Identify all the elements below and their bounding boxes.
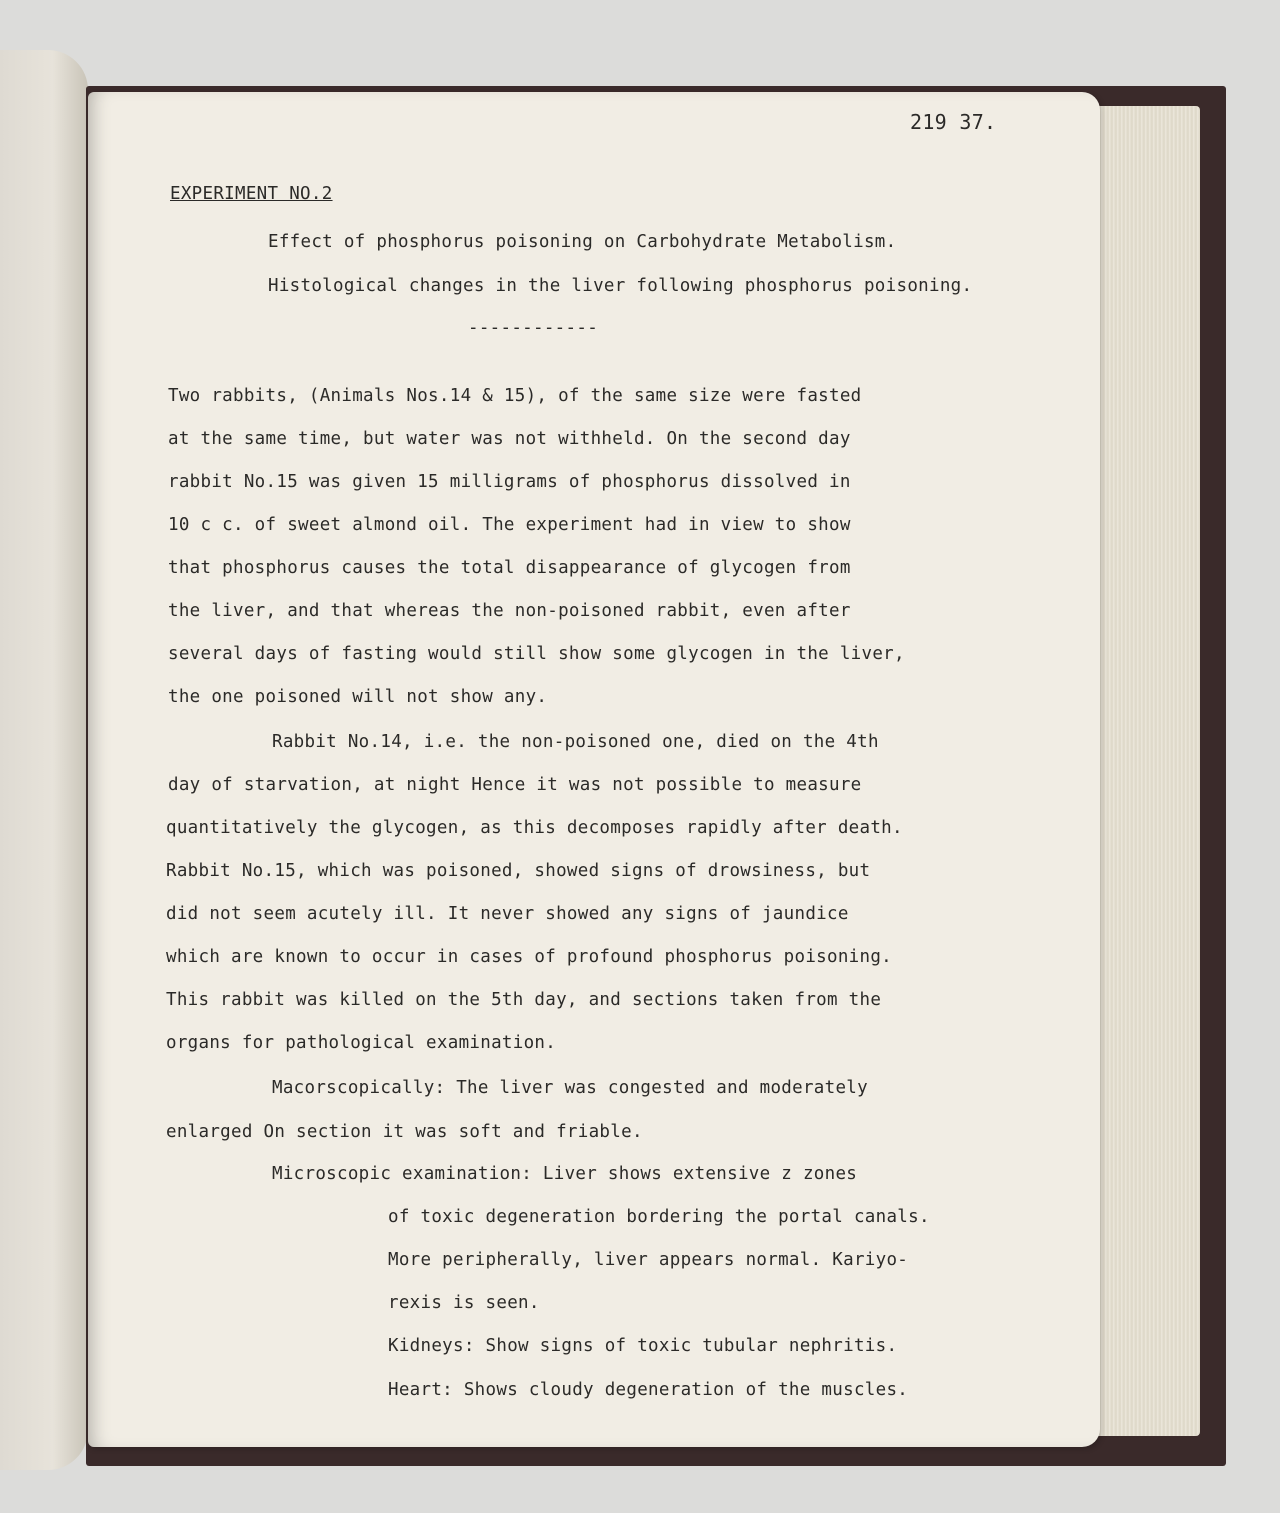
paragraph2-line: did not seem acutely ill. It never showed any signs of jaundice	[166, 904, 849, 924]
paragraph2-line: organs for pathological examination.	[166, 1033, 557, 1053]
paragraph1-line: at the same time, but water was not withheld. On the second day	[168, 429, 851, 449]
microscopic-label-line: Microscopic examination: Liver shows extensive z zones	[272, 1164, 858, 1184]
separator-dashes: ------------	[468, 318, 599, 338]
page-number: 219 37.	[910, 110, 997, 134]
paragraph2-line: Rabbit No.14, i.e. the non-poisoned one, died on the 4th	[272, 732, 879, 752]
typed-page	[88, 92, 1100, 1447]
page-edges	[1090, 106, 1200, 1436]
macroscopic-line: Macorscopically: The liver was congested and moderately	[272, 1078, 868, 1098]
subtitle-line-2: Histological changes in the liver following phosphorus poisoning.	[268, 276, 973, 296]
paragraph1-line: the liver, and that whereas the non-poisoned rabbit, even after	[168, 601, 851, 621]
microscopic-line: More peripherally, liver appears normal. Kariyo-	[388, 1250, 909, 1270]
paragraph2-line: day of starvation, at night Hence it was not possible to measure	[168, 775, 862, 795]
paragraph2-line: quantitatively the glycogen, as this decomposes rapidly after death.	[166, 818, 903, 838]
microscopic-line: rexis is seen.	[388, 1293, 540, 1313]
subtitle-line-1: Effect of phosphorus poisoning on Carbohydrate Metabolism.	[268, 232, 897, 252]
paragraph1-line: Two rabbits, (Animals Nos.14 & 15), of the same size were fasted	[168, 386, 862, 406]
paragraph2-line: which are known to occur in cases of profound phosphorus poisoning.	[166, 947, 893, 967]
paragraph1-line: 10 c c. of sweet almond oil. The experiment had in view to show	[168, 515, 851, 535]
macroscopic-line: enlarged On section it was soft and friable.	[166, 1122, 643, 1142]
heart-line: Heart: Shows cloudy degeneration of the muscles.	[388, 1380, 909, 1400]
paragraph1-line: the one poisoned will not show any.	[168, 687, 548, 707]
left-page	[0, 50, 88, 1470]
paragraph1-line: several days of fasting would still show some glycogen in the liver,	[168, 644, 905, 664]
paragraph2-line: Rabbit No.15, which was poisoned, showed signs of drowsiness, but	[166, 861, 871, 881]
paragraph2-line: This rabbit was killed on the 5th day, and sections taken from the	[166, 990, 882, 1010]
microscopic-line: of toxic degeneration bordering the portal canals.	[388, 1207, 930, 1227]
kidneys-line: Kidneys: Show signs of toxic tubular nephritis.	[388, 1336, 898, 1356]
experiment-heading: EXPERIMENT NO.2	[170, 184, 333, 204]
paragraph1-line: rabbit No.15 was given 15 milligrams of phosphorus dissolved in	[168, 472, 851, 492]
paragraph1-line: that phosphorus causes the total disappearance of glycogen from	[168, 558, 851, 578]
